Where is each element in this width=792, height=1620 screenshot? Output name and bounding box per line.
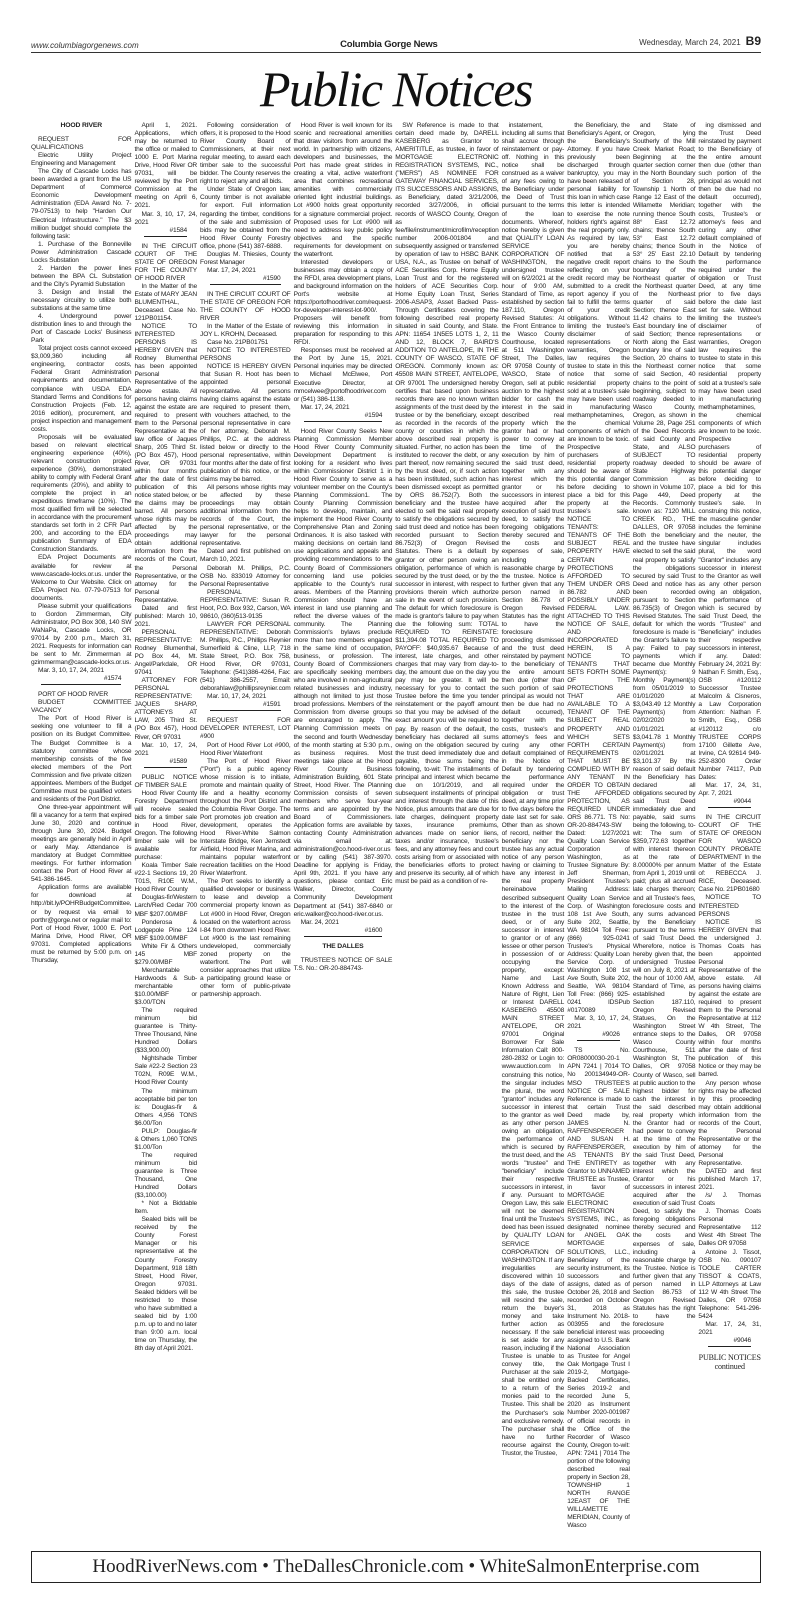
notice-paragraph: Deborah M. Phillips, P.C. OSB No. 833019 Attorney for Personal Representative: [200, 564, 291, 588]
notice-paragraph: Sealed bids will be received by the County Forest Manager or his representative at the County Forestry Department, 918 18th Street, Hood River, Oregon 97031. Sealed bidders will be restricted to those who have submitted a sealed bid by 1:00 p.m. up to and no later than 9:00 a.m. local time on Thursday, the 8th day of April 2021.: [134, 1216, 198, 1353]
notice-paragraph: Case No. 21PB01751: [207, 339, 269, 347]
notice-paragraph: Responses must be received at the Port by June 15, 2021. Personal inquiries may be directed to Michael McElwee, Port Executive Director, at mmcelwee@portofhoodriver.com or (541) 386-1138.: [293, 347, 393, 403]
notice-reference-number: #9026: [577, 1031, 620, 1041]
notice-paragraph: PERSONAL REPRESENTATIVE: Susan R. Hoot, P.O. Box 932, Carson, WA 98610, (360)513-9135: [200, 588, 291, 620]
notice-paragraph: The City of Cascade Locks has been awarded a grant from the US Department of Commerce Economic Development Administration (EDA Award No. 7-79-07513) to help "Harden Our Electrical Infrastructure." The $3 million budget should complete the following task:: [31, 168, 132, 240]
notice-paragraph: Antoine J. Tissot, OSB No. 090107 TOOLE CARTER TISSOT & COATS, LLP Attorneys at Law 112 W 4th Street The Dalles, OR 97058 Telephone: 541-296-5424: [698, 1248, 762, 1320]
notice-paragraph: IN THE CIRCUIT COURT OF THE STATE OF OREGON FOR WASCO COUNTY PROBATE DEPARTMENT In the Matter of the Estate of: REBECCA J. RICE, Deceased. Case No. 21PB01680: [698, 813, 762, 894]
notice-paragraph: The required minimum bid guarantee is Thirty-Three Thousand, Nine Hundred Dollars ($33,900.00): [134, 1007, 198, 1055]
site-url[interactable]: www.columbiagorgenews.com: [31, 41, 139, 50]
notice-paragraph: Proposals will be evaluated based on relevant electrical engineering experience (40%), relevant construction project experience (30%), demonstrated ability to comply with Federal Grant requirements (20%), and ability to complete the project in an expeditious timeframe (10%). The most qualified firm will be selected in accordance with the procurement standards set forth in 2 CFR Part 200, and according to the EDA publication Summary of EDA Construction Standards.: [31, 433, 132, 554]
notice-paragraph: The Port of Hood River is seeking one volunteer to fill a position on its Budget Committee. The Budget Committee is a statutory committee whose membership consists of the five elected members of the Port Commission and five private citizen appointees. Members of the Budget Committee must be qualified voters and residents of the Port District.: [31, 715, 132, 803]
notice-paragraph: Ponderosa & Lodgepole Pine 124 MBF $109.00/MBF: [134, 918, 198, 942]
notice-paragraph: NOTICE IS HEREBY GIVEN that the undersigned J. Thomas Coats has been appointed Personal Representative of the above estate. All persons having claims against the estate are required to present them to the Personal Representative at 112 W 4th Street, The Dalles, OR 97058 within four months after the date of first publication of this Notice or they may be barred.: [698, 918, 762, 1079]
notice-paragraph: and State of Oregon, lying Southerly of the Mill Creek Market Road; Beginning at the quarter section corner in the North Boundary of Section 28, Township 1 North of Range 12 East of the Willamette Meridian; running thence South 88° East 12.72 chains; thence South 53° East 12.72 chains; thence South 53° 25' East 22.10 chains to the South boundary of the Northeast quarter of the Northeast quarter of the Northeast quarter of said Section; thence East 11.42 chains to the East boundary line of said Section; thence North along the East boundary line of said Section, 20 chains to the Northeast corner of said Section, 40 chains to the point of beginning, subject to roadway deeded to Wasco County, Oregon, as shown in Volume 28, Page 251 of the Deed Records of said County and State, and ALSO SUBJECT TO roadway deeded to State Highway Commission as shown in Volume 107, Page 449, Deed Records. Commonly known as: 7120 MILL CREEK RD., THE DALLES, OR 97058 Both the beneficiary and the trustee have elected to sell the said real property to satisfy the obligations secured by said Trust Deed and notice has been recorded pursuant to Section 86.735(3) of Oregon Revised Statutes. The default for which the foreclosure is made is the Grantor's failure to pay: Failed to pay payments which became due Monthly Payment(s): 9 Monthly Payment(s) from 05/01/2019 to 01/01/2020 at $3,043.49 12 Monthly Payment(s) from 02/02/2020 to 01/01/2021 at $3,041.78 1 Monthly Payment(s) from 02/01/2021 at $3,101.37 By this reason of said default the Beneficiary has declared all obligations secured by said Trust Deed immediately due and payable, said sums being the following, to-wit: The sum of $359,772.63 together with interest thereon at the rate of 8.00000% per annum from April 1, 2019 until paid; plus all accrued late charges thereon; and all Trustee's fees, foreclosure costs and any sums advanced by the Beneficiary pursuant to the terms of said Trust Deed. Wherefore, notice is hereby given that, the undersigned Trustee will on July 8, 2021 at the hour of 10:00 AM, Standard of Time, as established by Section 187.110, Oregon Revised Statues, On the Washington Street entrance steps to the Wasco County Courthouse, 511 Washington St, The Dalles, OR 97058 County of Wasco, sell at public auction to the highest bidder for cash the interest in the said described real property which the Grantor had or had power to convey at the time of the execution by him of the said Trust Deed, together with any interest which the Grantor or his successors in interest acquired after the execution of said Trust Deed, to satisfy the foregoing obligations thereby secured and the costs and expenses of sale, including a reasonable charge by the Trustee. Notice is further given that any person named in Section 86.753 of Oregon Revised Statutes has the right to have the foreclosure proceeding: [632, 122, 696, 1337]
page-header: [31, 34, 761, 53]
section-heading: THE DALLES: [322, 942, 364, 950]
notice-paragraph: Application forms are available for download at http://bit.ly/POHRBudgetCommittee, or by request via email to porthr@gorge.net or regular mail to: Port of Hood River, 1000 E. Port Marina Drive, Hood River, OR 97031. Completed applications must be returned by 5:00 p.m. on Thursday,: [31, 884, 132, 964]
notice-paragraph: Mar. 17, 24, 31, Apr. 7, 2021: [698, 781, 762, 797]
notice-paragraph: Mar. 10, 17, 24, 2021: [134, 741, 198, 757]
notice-column: [294, 122, 393, 1530]
notice-paragraph: Following consideration of offers, it is proposed to the Hood River County Board of Commissioners, at their next regular meeting, to award each timber sale to the successful bidder. The County reserves the right to reject any and all bids.: [200, 122, 291, 186]
notice-paragraph: LAWYER FOR PERSONAL REPRESENTATIVE: Deborah M. Phillips, P.C., Phillips Reynier Sumerfield & Cline, LLP, 718 State Street, P.O. Box 758, Hood River, OR 97031, Telephone: (541)386-4264, Fax: (541) 386-2557, Email: deborahlaw@phillipsreynier.com: [200, 620, 291, 693]
notice-paragraph: IN THE CIRCUIT COURT OF THE STATE OF OREGON FOR THE COUNTY OF HOOD RIVER: [200, 290, 291, 323]
notice-paragraph: The Port seeks to identify a qualified developer or business to lease and develop a commercial property known as Lot #900 in Hood River, Oregon located on the waterfront across I-84 from downtown Hood River. Lot #900 is the last remaining undeveloped, commercially zoned property on the waterfront. The Port will consider approaches that utilize a participating ground lease or other form of public-private partnership approach.: [200, 878, 291, 998]
notice-paragraph: In the Matter of the Estate of JOY L. KROHN, Deceased.: [200, 323, 291, 339]
notice-reference-number: #1590: [210, 275, 281, 285]
notice-paragraph: TRUSTEE'S NOTICE OF SALE T.S. No.: OR-20-884743-: [293, 956, 393, 972]
notice-paragraph: Koala Timber Sale #22-1 Sections 19, 20 T01S, R10E W.M., Hood River County: [134, 862, 198, 894]
notice-reference-number: #1600: [304, 927, 383, 937]
notice-paragraph: Hood River County Seeks New Planning Commission Member Hood River County Community Development Department is looking for a resident who lives within Commissioner District 1 in Hood River County to serve as a volunteer member on the County's Planning Commission1. The County Planning Commission helps to develop, maintain, and implement the Hood River County Comprehensive Plan and Zoning Ordinances. It is also tasked with making decisions on certain land use applications and appeals and providing recommendations to the County Board of Commissioners concerning land use policies applicable to the County's rural areas. Members of the Planning Commission should have an interest in land use planning and reflect the diverse values of the community. The Planning Commission's bylaws preclude more than two members engaged in the same kind of occupation, business, or profession. The County Board of Commissioners are specifically seeking members who are involved in non-agricultural related businesses and industry, although not limited to just those broad professions. Members of the Commission from diverse groups are encouraged to apply. The Planning Commission meets on the second and fourth Wednesday of the month starting at 5:30 p.m., as business requires. Most meetings take place at the Hood River County Business Administration Building, 601 State Street, Hood River. The Planning Commission consists of seven members who serve four-year terms and are appointed by the Board of Commissioners. Application forms are available by contacting County Administration via email at: administration@co.hood-river.or.us or by calling (541) 387-3970. Deadline for applying is Friday, April 9th, 2021. If you have any questions, please contact Eric Walker, Director, County Community Development Department at (541) 387-6840 or eric.walker@co.hood-river.or.us.: [293, 427, 393, 918]
notice-paragraph: PULP: Douglas-fir & Others 1,060 TONS $1.00/Ton: [134, 1127, 198, 1151]
notice-paragraph: the Beneficiary, the Beneficiary's Agent, or the Beneficiary's Attorney. If you have previously been discharged through bankruptcy, you may have been released of personal liability for this loan in which case this letter is intended to exercise the note holders right's against the real property only. As required by law, you are hereby notified that a negative credit report reflecting on your credit record may be submitted to a credit report agency if you fail to fulfill the terms of your credit obligations. Without limiting the trustee's disclaimer of representations or warranties, Oregon law requires the trustee to state in this notice that some residential property sold at a trustee's sale may have been used in manufacturing methamphetamines, the chemical components of which are known to be toxic. Prospective purchasers of residential property should be aware of this potential danger before deciding to place a bid for this property at the trustee's sale. NOTICE TO TENANTS: TENANTS OF THE SUBJECT REAL PROPERTY HAVE CERTAIN PROTECTIONS AFFORDED TO THEM UNDER ORS 86.782 AND POSSIBLY UNDER FEDERAL LAW. ATTACHED TO THIS NOTICE OF SALE, AND INCORPORATED HEREIN, IS A NOTICE TO TENANTS THAT SETS FORTH SOME OF THE PROTECTIONS THAT ARE AVAILABLE TO A TENANT OF THE SUBJECT REAL PROPERTY AND WHICH SETS FORTH CERTAIN REQUIREMENTS THAT MUST BE COMPLIED WITH BY ANY TENANT IN ORDER TO OBTAIN THE AFFORDED PROTECTION, AS REQUIRED UNDER ORS 86.771. TS No: OR-20-884743-SW Dated: 1/27/2021 Quality Loan Service Corporation of Washington, as Trustee Signature By: Jeff Sherman, President Trustee's Mailing Address: Quality Loan Service Corp. of Washington 108 1st Ave South, Suite 202, Seattle, WA 98104 Toll Free: (866) 925-0241 Trustee's Physical Address: Quality Loan Service Corp. of Washington 108 1st Ave South, Suite 202, Seattle, WA 98104 Toll Free: (866) 925-0241 IDSPub #0170089: [567, 122, 630, 1015]
notice-paragraph: Mar. 17, 24, 2021: [207, 266, 256, 274]
notice-paragraph: Interested developers or businesses may obtain a copy of the RFDI, area development plans, and background information on the Port's website at https://portofhoodriver.com/request-for-developer-interest-lot-900/. Proposers will benefit from reviewing this information in preparation for responding to this RFDI.: [293, 258, 393, 347]
notice-column: [502, 122, 565, 1530]
notice-paragraph: NOTICE TO INTERESTED PERSONS: [698, 894, 762, 918]
notice-paragraph: REQUEST FOR DEVELOPER INTEREST, LOT #900: [200, 717, 291, 741]
notice-paragraph: NOTICE TO INTERESTED PERSONS IS HEREBY GIVEN that Rodney Blumenthal has been appointed Personal Representative of the above estate. All persons having claims against the estate are required to present them to the Personal Representative at the law office of Jaques Sharp, 205 Third St. (PO Box 457), Hood River, OR 97031 within four months after the date of first publication of this notice stated below, or the claims may be barred. All persons whose rights may be affected by the proceedings may obtain additional information from the records of the Court, the Personal Representative, or the attorney for the Personal Representative.: [134, 323, 198, 604]
notice-reference-number: #1594: [304, 412, 383, 422]
notice-paragraph: IN THE CIRCUIT COURT OF THE STATE OF OREGON FOR THE COUNTY OF HOOD RIVER: [134, 242, 198, 282]
notice-paragraph: Under State of Oregon law, County timber is not available for export. Full information regarding the timber, conditions of the sale and submission of bids may be obtained from the Hood River County Forestry office, phone (541) 387-6888.: [200, 186, 291, 250]
notice-paragraph: The minimum acceptable bid per ton is: Douglas-fir & Others 4,956 TONS $6.00/Ton: [134, 1087, 198, 1127]
notice-column: [698, 122, 761, 1530]
notice-paragraph: April 1, 2021. Applications, which may be returned to the office or mailed to 1000 E. Port Marina Drive, Hood River OR 97031, will be reviewed by the Port Commission at the meeting on April 6, 2021.: [134, 122, 198, 210]
notice-reference-number: #1574: [41, 675, 121, 685]
notice-paragraph: Douglas M. Thiesies, County Forest Manager: [200, 250, 291, 266]
notice-reference-number: #1589: [144, 758, 187, 768]
notice-paragraph: BUDGET COMMITTEE VACANCY: [31, 699, 132, 715]
notice-paragraph: Port of Hood River Lot #900, Hood River Waterfront: [200, 741, 291, 757]
notice-paragraph: Please submit your qualifications to Gordon Zimmerman, City Administrator, PO Box 308, 140 SW WaNaPa, Cascade Locks, OR 97014 by 2:00 p.m., March 31, 2021. Requests for information can be sent to Mr. Zimmerman at gzimmerman@cascade-locks.or.us.: [31, 602, 132, 667]
notice-paragraph: NOTICE TO INTERESTED PERSONS: [200, 347, 291, 363]
notice-paragraph: Mar. 10, 17, 24, 2021: [207, 693, 267, 701]
section-heading: HOOD RIVER: [60, 122, 102, 129]
continued-label: PUBLIC NOTICES continued: [698, 1353, 761, 1372]
notice-reference-number: #1584: [144, 227, 187, 237]
notice-paragraph: 3. Design and Install the necessary circuitry to utilize both substations at the same time: [31, 288, 132, 313]
notice-reference-number: #1591: [210, 701, 281, 711]
date-and-page: [639, 32, 761, 50]
notice-paragraph: Mar. 3, 10, 17, 24, 2021: [134, 210, 198, 226]
notice-paragraph: Electric Utility Project Engineering and Management: [31, 152, 132, 168]
notice-paragraph: Merchantable Hardwoods & Sub-merchantable $10.00/MBF or $3.00/TON: [134, 966, 198, 1007]
newspaper-name: Columbia Gorge News: [340, 39, 438, 50]
page-number: B9: [745, 34, 761, 48]
notice-paragraph: PORT OF HOOD RIVER: [38, 691, 108, 699]
notice-column: [200, 122, 291, 1530]
notice-paragraph: Dated and first published: March 10, 2021.: [134, 604, 198, 628]
section-title: Public Notices: [260, 61, 532, 117]
notice-paragraph: J. Thomas Coats Personal Representative 112 West 4th Street The Dalles OR 97058: [698, 1208, 762, 1248]
notice-paragraph: PUBLIC NOTICE OF TIMBER SALE: [134, 773, 198, 789]
notice-paragraph: Mar. 3, 10, 17, 24, 2021: [38, 667, 105, 675]
notice-paragraph: Hood River is well known for its scenic and recreational amenities that draw visitors from around the world. In partnership with citizens, developers and businesses, the Port has made great strides in creating a vital, active waterfront area that combines recreational amenities with commercially oriented light industrial buildings. Lot #900 holds great opportunity for a signature commercial project. Proposed uses for Lot #900 will need to address key public policy objectives and the specific requirements for development on the waterfront.: [293, 122, 393, 258]
notice-column: [134, 122, 197, 1530]
notice-paragraph: EDA Project Documents are available for review at www.cascade-locks.or.us. under the Welcome to Our Website. Click on EDA Project No. 07-79-07513 for documents.: [31, 554, 132, 602]
notice-paragraph: 1. Purchase of the Bonneville Power Administration Cascade Locks Substation: [31, 240, 132, 264]
notice-paragraph: The Port of Hood River ("Port") is a public agency whose mission is to initiate, promote and maintain quality of life and a healthy economy throughout the Port District and the Columbia River Gorge. The Port promotes job creation and development, operates the Hood River-White Salmon Interstate Bridge, Ken Jernstedt Airfield, Hood River Marina, and maintains popular waterfront recreation facilities on the Hood River Waterfront.: [200, 757, 291, 878]
footer-websites[interactable]: HoodRiverNews.com • TheDallesChronicle.com • WhiteSalmonEnterprise.com: [31, 1551, 761, 1583]
notice-paragraph: REQUEST FOR QUALIFICATIONS: [31, 136, 132, 152]
notice-paragraph: In the Matter of the Estate of MARY JEAN BLUMENTHAL, Deceased. Case No. 121PB01154.: [134, 282, 198, 323]
notice-paragraph: SW Reference is made to that certain deed made by, DARELL KASEBERG as Grantor to AMERITITLE, as trustee, in favor of MORTGAGE ELECTRONIC REGISTRATION SYSTEMS, INC., ("MERS") AS NOMINEE FOR GATEWAY FINANCIAL SERVICES, ITS SUCCESSORS AND ASSIGNS, as Beneficiary, dated 3/21/2006, recorded 3/27/2006, in official records of WASCO County, Oregon as fee/file/instrument/microfilm/reception number 2006-001804 and subsequently assigned or transferred by operation of law to HSBC BANK USA, N.A., as Trustee on behalf of ACE Securities Corp. Home Equity Loan Trust and for the registered holders of ACE Securities Corp. Home Equity Loan Trust, Series 2006-ASAP3, Asset Backed Pass-Through Certificates covering the following described real property situated in said County, and State. APN: 11654 1N5E5 LOTS 1, 2, 11 AND 12, BLOCK 7, BAIRD'S ADDITION TO ANTELOPE, IN THE COUNTY OF WASCO, STATE OF OREGON. Commonly known as: 45508 MAIN STREET, ANTELOPE, OR 97001 The undersigned hereby certifies that based upon business records there are no known written assignments of the trust deed by the trustee or by the beneficiary, except as recorded in the records of the county or counties in which the above described real property is situated. Further, no action has been instituted to recover the debt, or any part thereof, now remaining secured by the trust deed, or, if such action has been instituted, such action has been dismissed except as permitted by ORS 86.752(7). Both the beneficiary and the trustee have elected to sell the said real property to satisfy the obligations secured by said trust deed and notice has been recorded pursuant to Section 86.752(3) of Oregon Revised Statutes. There is a default by grantor or other person owing an obligation, performance of which is secured by the trust deed, or by the successor in interest, with respect to provisions therein which authorize sale in the event of such provision. The default for which foreclosure is made is grantor's failure to pay when due the following sum: TOTAL REQUIRED TO REINSTATE: $11,394.08 TOTAL REQUIRED TO PAYOFF: $40,935.67 Because of interest, late charges, and other charges that may vary from day-to-day, the amount due on the day you pay may be greater. It will be necessary for you to contact the Trustee before the time you tender reinstatement or the payoff amount so that you may be advised of the exact amount you will be required to pay. By reason of the default, the beneficiary has declared all sums owing on the obligation secured by the trust deed immediately due and payable, those sums being the following, to-wit: The installments of principal and interest which became due on 10/1/2019, and all subsequent installments of principal and interest through the date of this Notice, plus amounts that are due for late charges, delinquent property taxes, insurance premiums, advances made on senior liens, taxes and/or insurance, trustee's fees, and any attorney fees and court costs arising from or associated with the beneficiaries efforts to protect and preserve its security, all of which must be paid as a condition of re-: [395, 122, 499, 886]
notice-column: [567, 122, 630, 1530]
notice-paragraph: TS No. OR08000030-20-1 APN 7241 | 7014 TO No 200134949-OR-MSO TRUSTEE'S NOTICE OF SALE Reference is made to that certain Trust Deed made by, JAMES N. RAFFENSPERGER AND SUSAN H. RAFFENSPERGER, AS TENANTS BY THE ENTIRETY as Grantor to UNNAMED TRUSTEE as Trustee, in favor of MORTGAGE ELECTRONIC REGISTRATION SYSTEMS, INC., as designated nominee for ANGEL OAK MORTGAGE SOLUTIONS, LLC., Beneficiary of the security instrument, its successors and assigns, dated as of October 26, 2018 and recorded on October 31, 2018 as Instrument No. 2018-003955 and the beneficial interest was assigned to U.S. Bank National Association as Trustee for Angel Oak Mortgage Trust I 2019-2, Mortgage-Backed Certificates, Series 2019-2 and recorded June 5, 2020 as Instrument Number 2020-001987 of official records in the Office of the Recorder of Wasco County, Oregon to-wit: APN: 7241 | 7014 The portion of the following described real property in Section 28, TOWNSHIP 1 NORTH RANGE 12EAST OF THE WILLAMETTE MERIDIAN, County of Wasco: [567, 1047, 630, 1530]
notice-paragraph: Mar. 17, 24, 2021: [300, 403, 350, 411]
issue-date: Wednesday, March 24, 2021: [639, 38, 741, 47]
notice-paragraph: 4. Underground power distribution lines to and through the Port of Cascade Locks' Business Park: [31, 313, 132, 345]
notice-paragraph: Mar. 17, 24, 31, 2021: [698, 1320, 762, 1336]
notice-column: [395, 122, 498, 1530]
notice-columns: [31, 122, 761, 1530]
notice-paragraph: /s/ J. Thomas Coats: [698, 1192, 762, 1208]
notice-paragraph: The required minimum bid guarantee is Three Thousand, One Hundred Dollars ($3,100.00): [134, 1151, 198, 1200]
notice-paragraph: ATTORNEY FOR PERSONAL REPRESENTATIVE: JAQUES SHARP, ATTORNEYS AT LAW, 205 Third St. (PO Box 457), Hood River, OR 97031: [134, 677, 198, 741]
notice-paragraph: NOTICE IS HEREBY GIVEN that Susan R. Hoot has been appointed personal representative. All persons having claims against the estate are required to present them, with vouchers attached, to the personal representative in care of her attorney, Deborah M. Phillips, P.C. at the address listed below or directly to the personal representative, within four months after the date of first publication of this notice, or the claims may be barred.: [200, 363, 291, 484]
notice-paragraph: Mar. 24, 2021: [300, 918, 339, 926]
notice-reference-number: #9046: [708, 1337, 751, 1347]
notice-paragraph: Any person whose rights may be affected by this proceeding may obtain additional information from the records of the Court, the Personal Representative or the attorney for the Personal Representative.: [698, 1079, 762, 1167]
notice-paragraph: instatement, including all sums that shall accrue through reinstatement or pay-off. Nothing in this notice shall be construed as a waiver of any fees owing to the Beneficiary under the Deed of Trust pursuant to the terms of the loan documents. Whereof, notice hereby is given that QUALITY LOAN SERVICE CORPORATION OF WASHINGTON, the undersigned trustee will on 6/2/2021 at the hour of 9:00 AM, Standard of Time, as established by section 187.110, Oregon Revised Statutes: At the Front Entrance to the Wasco County Courthouse, located at 511 Washington Street, The Dalles, OR 97058 County of WASCO, State of Oregon, sell at public auction to the highest bidder for cash the interest in the said described real property which the grantor had or had power to convey at the time of the execution by him of the said trust deed, together with any interest which the grantor or his successors in interest acquired after the execution of said trust deed, to satisfy the foregoing obligations thereby secured and the costs and expenses of sale, including a reasonable charge by the trustee. Notice is further given that any person named in Section 86.778 of Oregon Revised Statutes has the right to have the foreclosure proceeding dismissed and the trust deed reinstated by payment to the beneficiary of the entire amount then due (other than such portion of said principal as would not then be due had no default occurred), together with the costs, trustee's and attorney's fees and curing any other default complained of in the Notice of Default by tendering the performance required under the obligation or trust deed, at any time prior to five days before the date last set for sale. Other than as shown of record, neither the beneficiary nor the trustee has any actual notice of any person having or claiming to have any interest in the real property hereinabove described subsequent to the interest of the trustee in the trust deed, or of any successor in interest to grantor or of any lessee or other person in possession of or occupying the property, except: Name and Last Known Address and Nature of Right, Lien or Interest DARELL KASEBERG 45508 MAIN STREET ANTELOPE, OR 97001 Original Borrower For Sale Information Call: 800-280-2832 or Login to: www.auction.com In construing this notice, the singular includes the plural, the word "grantor" includes any successor in interest to the grantor as well as any other person owing an obligation, the performance of which is secured by the trust deed, and the words "trustee" and "beneficiary" include their respective successors in interest, if any. Pursuant to Oregon Law, this sale will not be deemed final until the Trustee's deed has been issued by QUALITY LOAN SERVICE CORPORATION OF WASHINGTON. If any irregularities are discovered within 10 days of the date of this sale, the trustee will rescind the sale, return the buyer's money and take further action as necessary. If the sale is set aside for any reason, including if the Trustee is unable to convey title, the Purchaser at the sale shall be entitled only to a return of the monies paid to the Trustee. This shall be the Purchaser's sole and exclusive remedy. The purchaser shall have no further recourse against the Trustor, the Trustee,: [501, 122, 565, 1457]
notice-paragraph: Nightshade Timber Sale #22-2 Section 23 T02N, R09E W.M., Hood River County: [134, 1055, 198, 1087]
notice-paragraph: 2. Harden the power lines between the BPA CL Substation and the City's Pyramid Substation: [31, 264, 132, 288]
notice-paragraph: Douglas-fir/Western Larch/Red Cedar 700 MBF $207.00/MBF: [134, 894, 198, 918]
notice-paragraph: White Fir & Others 145 MBF $279.00/MBF: [134, 942, 198, 966]
notice-reference-number: #9044: [708, 798, 751, 808]
notice-paragraph: One three-year appointment will fill a vacancy for a term that expired June 30, 2020 and continue through June 30, 2024. Budget meetings are generally held in April or early May. Attendance is mandatory at Budget Committee meetings. For further information contact the Port of Hood River at 541-386-1645.: [31, 803, 132, 884]
notice-column: [31, 122, 131, 1530]
notice-paragraph: PERSONAL REPRESENTATIVE: Rodney Blumenthal, PO Box 44, Mt. Angel/Parkdale, OR 97041: [134, 628, 198, 677]
notice-paragraph: DATED and first published March 17, 2021.: [698, 1168, 762, 1192]
notice-paragraph: Hood River County Forestry Department will receive sealed bids for a timber sale in Hood River, Oregon. The following timber sale will be available for purchase:: [134, 789, 198, 862]
notice-paragraph: Dated and first published on March 10, 2021.: [200, 548, 291, 564]
notice-paragraph: All persons whose rights may be affected by these proceedings may obtain additional information from the records of the Court, the personal representative, or the lawyer for the personal representative.: [200, 484, 291, 548]
notice-column: [633, 122, 696, 1530]
notice-paragraph: * Not a Biddable Item.: [134, 1200, 198, 1216]
notice-paragraph: Total project costs cannot exceed $3,009,360 including all engineering, contractor costs, Federal Grant Administration requirements and documentation, compliance with USDA EDA Standard Terms and Conditions for Construction Projects (Feb. 12, 2016 edition), procurement, and project inspection and management costs.: [31, 345, 132, 433]
notice-paragraph: Mar. 3, 10, 17, 24, 2021: [567, 1015, 630, 1031]
notice-paragraph: ing dismissed and the Trust Deed reinstated by payment to the Beneficiary of the entire amount then due (other than such portion of the principal as would not then be due had no default occurred), together with the costs, Trustee's or attorney's fees and curing any other default complained of in the Notice of Default by tendering the performance required under the obligation or Trust Deed, at any time prior to five days before the date last set for sale. Without limiting the trustee's disclaimer of representations or warranties, Oregon law requires the trustee to state in this notice that some residential property sold at a trustee's sale may have been used in manufacturing methamphetamines, the chemical components of which are known to be toxic. Prospective purchasers of residential property should be aware of this potential danger before deciding to place a bid for this property at the trustee's sale. In construing this notice, the masculine gender includes the feminine and the neuter, the singular includes plural, the word "Grantor" includes any successor in interest to the Grantor as well as any other person owing an obligation, the performance of which is secured by said Trust Deed, the words "Trustee" and "Beneficiary" includes their respective successors in interest, if any. Dated: February 24, 2021 By: Nathan F. Smith, Esq., OSB #120112 Successor Trustee Malcolm & Cisneros, a Law Corporation Attention: Nathan F. Smith, Esq., OSB #120112 c/o TRUSTEE CORPS 17100 Gillette Ave, Irvine, CA 92614 949-252-8300 Order Number 74117, Pub Dates:: [698, 122, 762, 781]
